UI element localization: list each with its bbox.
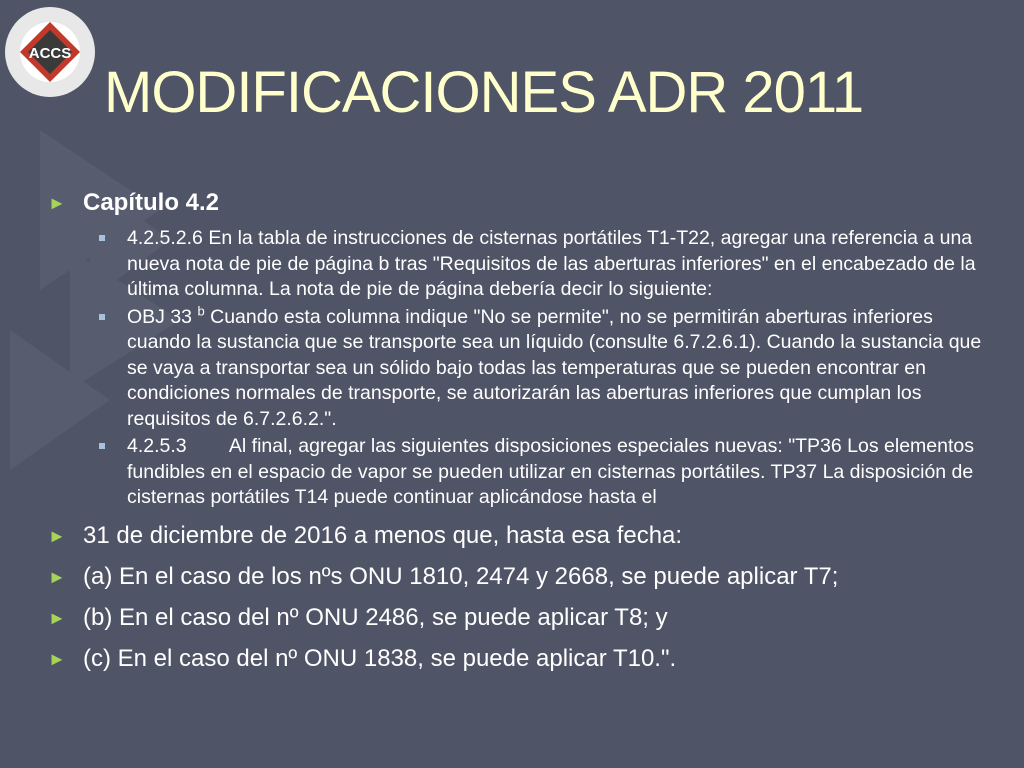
sub-item-text: 4.2.5.3 Al final, agregar las siguientes disposiciones especiales nuevas: "TP36 Los elementos fundibles en el espacio de vapor se pueden utilizar en cisternas portátiles. TP37 La disposición de cisternas portátiles T14 puede continuar aplicándose hasta el [127, 435, 980, 508]
bullet-item [40, 601, 1000, 635]
bullet-text: (b) En el caso del nº ONU 2486, se puede aplicar T8; y [83, 603, 668, 631]
logo-text: ACCS [28, 45, 72, 62]
bullet-item [40, 560, 1000, 594]
sub-item-text: 4.2.5.2.6 En la tabla de instrucciones de cisternas portátiles T1-T22, agregar una referencia a una nueva nota de pie de página b tras "Requisitos de las aberturas inferiores" en el encabezado de la última columna. La nota de pie de página debería decir lo siguiente: [127, 227, 976, 300]
sub-item-4-2-5-2-6 [40, 226, 1000, 303]
chapter-label: Capítulo 4.2 [83, 189, 220, 216]
bullet-item [40, 519, 1000, 553]
bullet-item [40, 642, 1000, 676]
arrow-bullet-icon: ► [48, 566, 66, 587]
sub-item-prefix: OBJ 33 [127, 305, 198, 328]
page-title: MODIFICACIONES ADR 2011 [104, 60, 864, 125]
square-bullet-icon [99, 443, 105, 449]
slide-content [40, 186, 1000, 676]
footnote-marker: b [197, 303, 205, 318]
sub-item-4-2-5-3 [40, 434, 1000, 511]
accs-logo [2, 4, 98, 100]
arrow-bullet-icon: ► [48, 648, 66, 669]
bullet-text: (c) En el caso del nº ONU 1838, se puede aplicar T10.". [83, 644, 677, 672]
sub-item-obj-33 [40, 305, 1000, 433]
sub-item-text: Cuando esta columna indique "No se permite", no se permitirán aberturas inferiores cuando la sustancia que se transporte sea un líquido (consulte 6.7.2.6.1). Cuando la sustancia que se vaya a transportar sea un sólido bajo todas las temperaturas que se pueden encontrar en condiciones normales de transporte, se autorizarán las aberturas inferiores que cumplan los requisitos de 6.7.2.6.2.". [127, 305, 982, 430]
arrow-bullet-icon: ► [48, 193, 66, 213]
arrow-bullet-icon: ► [48, 607, 66, 628]
bullet-text: 31 de diciembre de 2016 a menos que, hasta esa fecha: [83, 521, 683, 549]
bullet-text: (a) En el caso de los nºs ONU 1810, 2474 y 2668, se puede aplicar T7; [83, 562, 839, 590]
arrow-bullet-icon: ► [48, 525, 66, 546]
square-bullet-icon [99, 314, 105, 320]
square-bullet-icon [99, 235, 105, 241]
chapter-heading [40, 186, 1000, 220]
